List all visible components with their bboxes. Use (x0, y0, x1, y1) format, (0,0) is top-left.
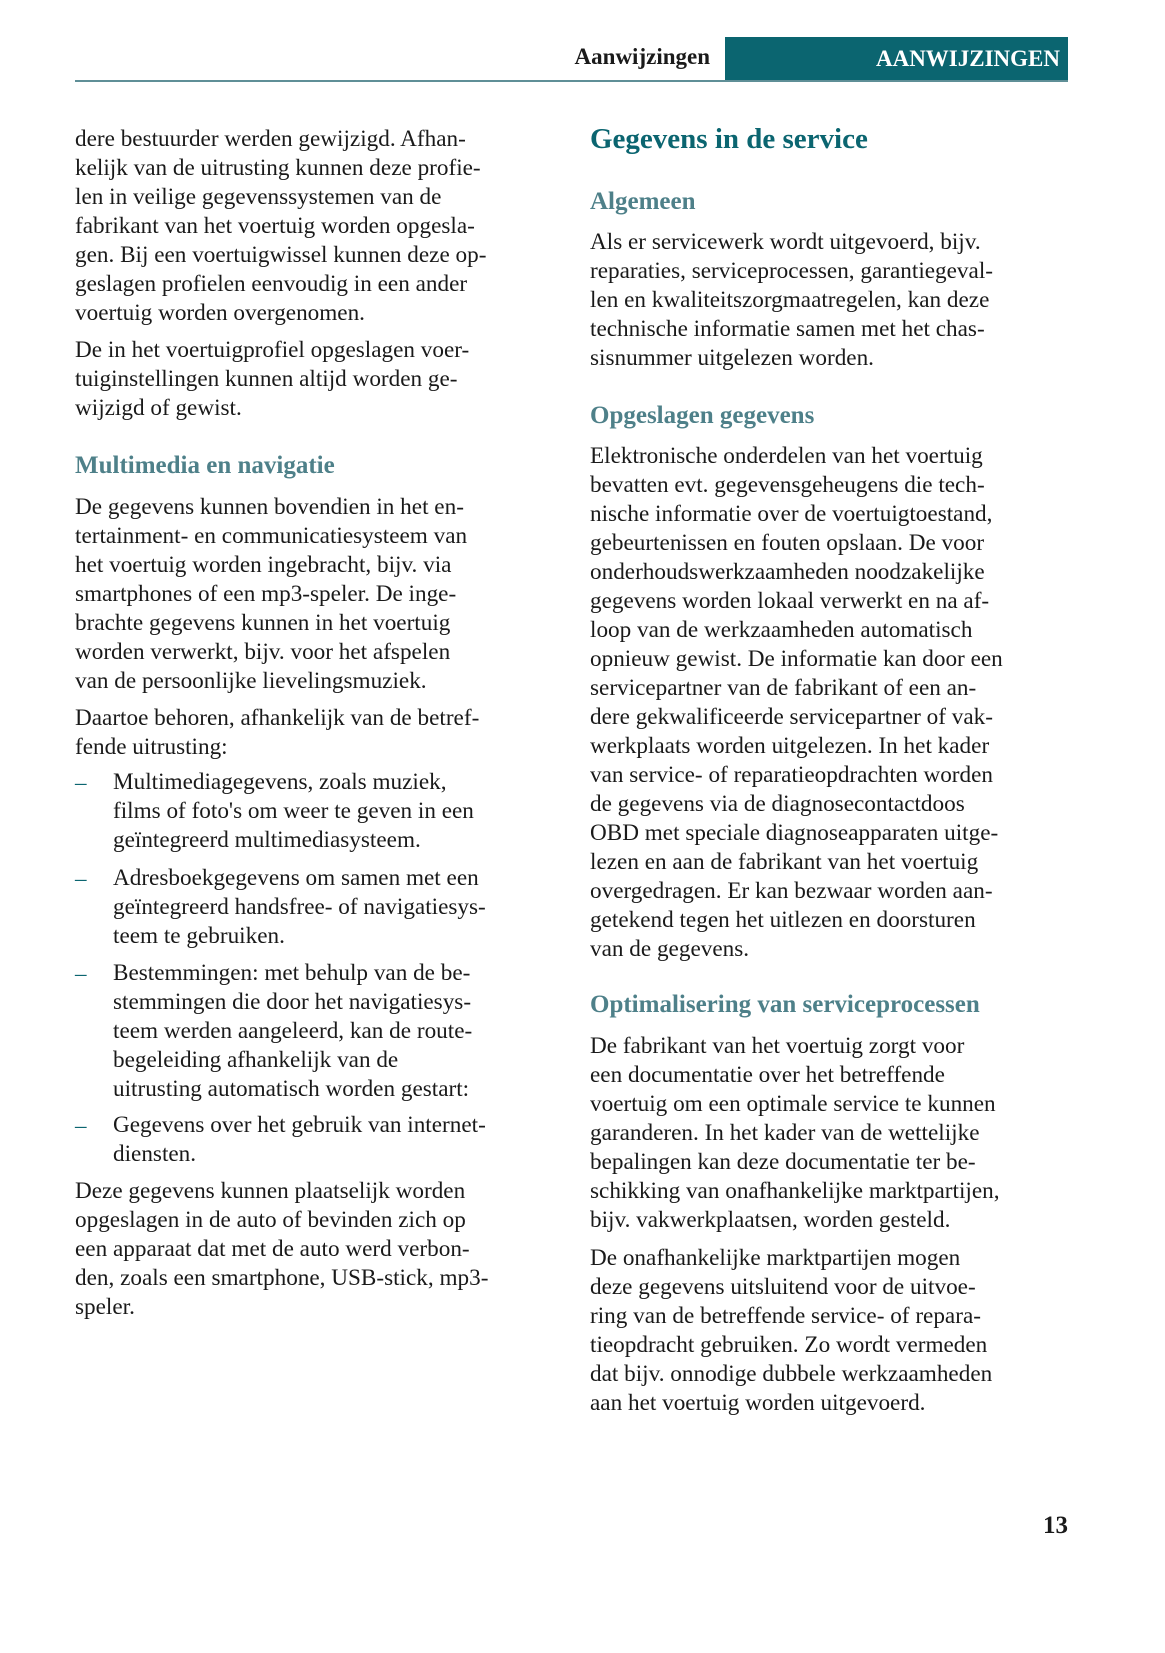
section-heading-algemeen: Algemeen (590, 188, 696, 215)
paragraph: De in het voertuigprofiel opgeslagen voer- tuiginstellingen kunnen altijd worden ge- wijzigd of gewist. (75, 337, 470, 421)
paragraph: De fabrikant van het voertuig zorgt voor een documentatie over het betreffende voertuig om een optimale service te kunnen garanderen. In het kader van de wettelijke bepalingen kan deze documentatie ter be- schikking van onafhankelijke marktpartijen, bijv. vakwerkplaatsen, worden gesteld. (590, 1033, 1000, 1233)
list-item-text: Bestemmingen: met behulp van de be- stemmingen die door het navigatiesys- teem werden aangeleerd, kan de route- begeleiding afhankelijk van de uitrusting automatisch worden gestart: (113, 960, 473, 1102)
header-divider (75, 80, 1068, 82)
list-item-text: Gegevens over het gebruik van internet- diensten. (113, 1112, 486, 1167)
paragraph: Als er servicewerk wordt uitgevoerd, bijv. reparaties, serviceprocessen, garantiegeval- len en kwaliteitszorgmaatregelen, kan deze technische informatie samen met het chas- sisnummer uitgelezen worden. (590, 229, 993, 371)
dash-bullet-icon: – (75, 866, 87, 891)
page-title: Gegevens in de service (590, 123, 868, 155)
dash-bullet-icon: – (75, 1113, 87, 1138)
dash-bullet-icon: – (75, 961, 87, 986)
paragraph: dere bestuurder werden gewijzigd. Afhan- kelijk van de uitrusting kunnen deze profie- len in veilige gegevenssystemen van de fabrikant van het voertuig worden opgesla- gen. Bij een voertuigwissel kunnen deze op- geslagen profielen eenvoudig in een ander voertuig worden overgenomen. (75, 126, 487, 326)
list-item-text: Multimediagegevens, zoals muziek, films of foto's om weer te geven in een geïntegreerd multimediasysteem. (113, 769, 474, 853)
dash-bullet-icon: – (75, 770, 87, 795)
section-heading-multimedia: Multimedia en navigatie (75, 452, 335, 479)
paragraph: Elektronische onderdelen van het voertuig bevatten evt. gegevensgeheugens die tech- nische informatie over de voertuigtoestand, gebeurtenissen en fouten opslaan. De voor onderhoudswerkzaamheden noodzakelijke gegevens worden lokaal verwerkt en na af- loop van de werkzaamheden automatisch opnieuw gewist. De informatie kan door een servicepartner van de fabrikant of een an- dere gekwalificeerde servicepartner of vak- werkplaats worden uitgelezen. In het kader van service- of reparatieopdrachten worden de gegevens via de diagnosecontactdoos OBD met speciale diagnoseapparaten uitge- lezen en aan de fabrikant van het voertuig overgedragen. Er kan bezwaar worden aan- getekend tegen het uitlezen en doorsturen van de gegevens. (590, 443, 1003, 962)
paragraph: Daartoe behoren, afhankelijk van de betref- fende uitrusting: (75, 705, 480, 760)
paragraph: Deze gegevens kunnen plaatselijk worden opgeslagen in de auto of bevinden zich op een apparaat dat met de auto werd verbon- den, zoals een smartphone, USB-stick, mp3- speler. (75, 1178, 489, 1320)
header-chapter-tab: AANWIJZINGEN (725, 37, 1068, 81)
page-number: 13 (1043, 1512, 1068, 1539)
section-heading-optimalisering: Optimalisering van serviceprocessen (590, 991, 980, 1018)
section-heading-opgeslagen: Opgeslagen gegevens (590, 402, 815, 429)
paragraph: De gegevens kunnen bovendien in het en- tertainment- en communicatiesysteem van het voertuig worden ingebracht, bijv. via smartphones of een mp3-speler. De inge- brachte gegevens kunnen in het voertuig worden verwerkt, bijv. voor het afspelen van de persoonlijke lievelingsmuziek. (75, 494, 468, 694)
list-item-text: Adresboekgegevens om samen met een geïntegreerd handsfree- of navigatiesys- teem te gebruiken. (113, 865, 486, 949)
header-section-title: Aanwijzingen (574, 44, 710, 69)
paragraph: De onafhankelijke marktpartijen mogen deze gegevens uitsluitend voor de uitvoe- ring van de betreffende service- of repara- tieopdracht gebruiken. Zo wordt vermeden dat bijv. onnodige dubbele werkzaamheden aan het voertuig worden uitgevoerd. (590, 1245, 993, 1416)
